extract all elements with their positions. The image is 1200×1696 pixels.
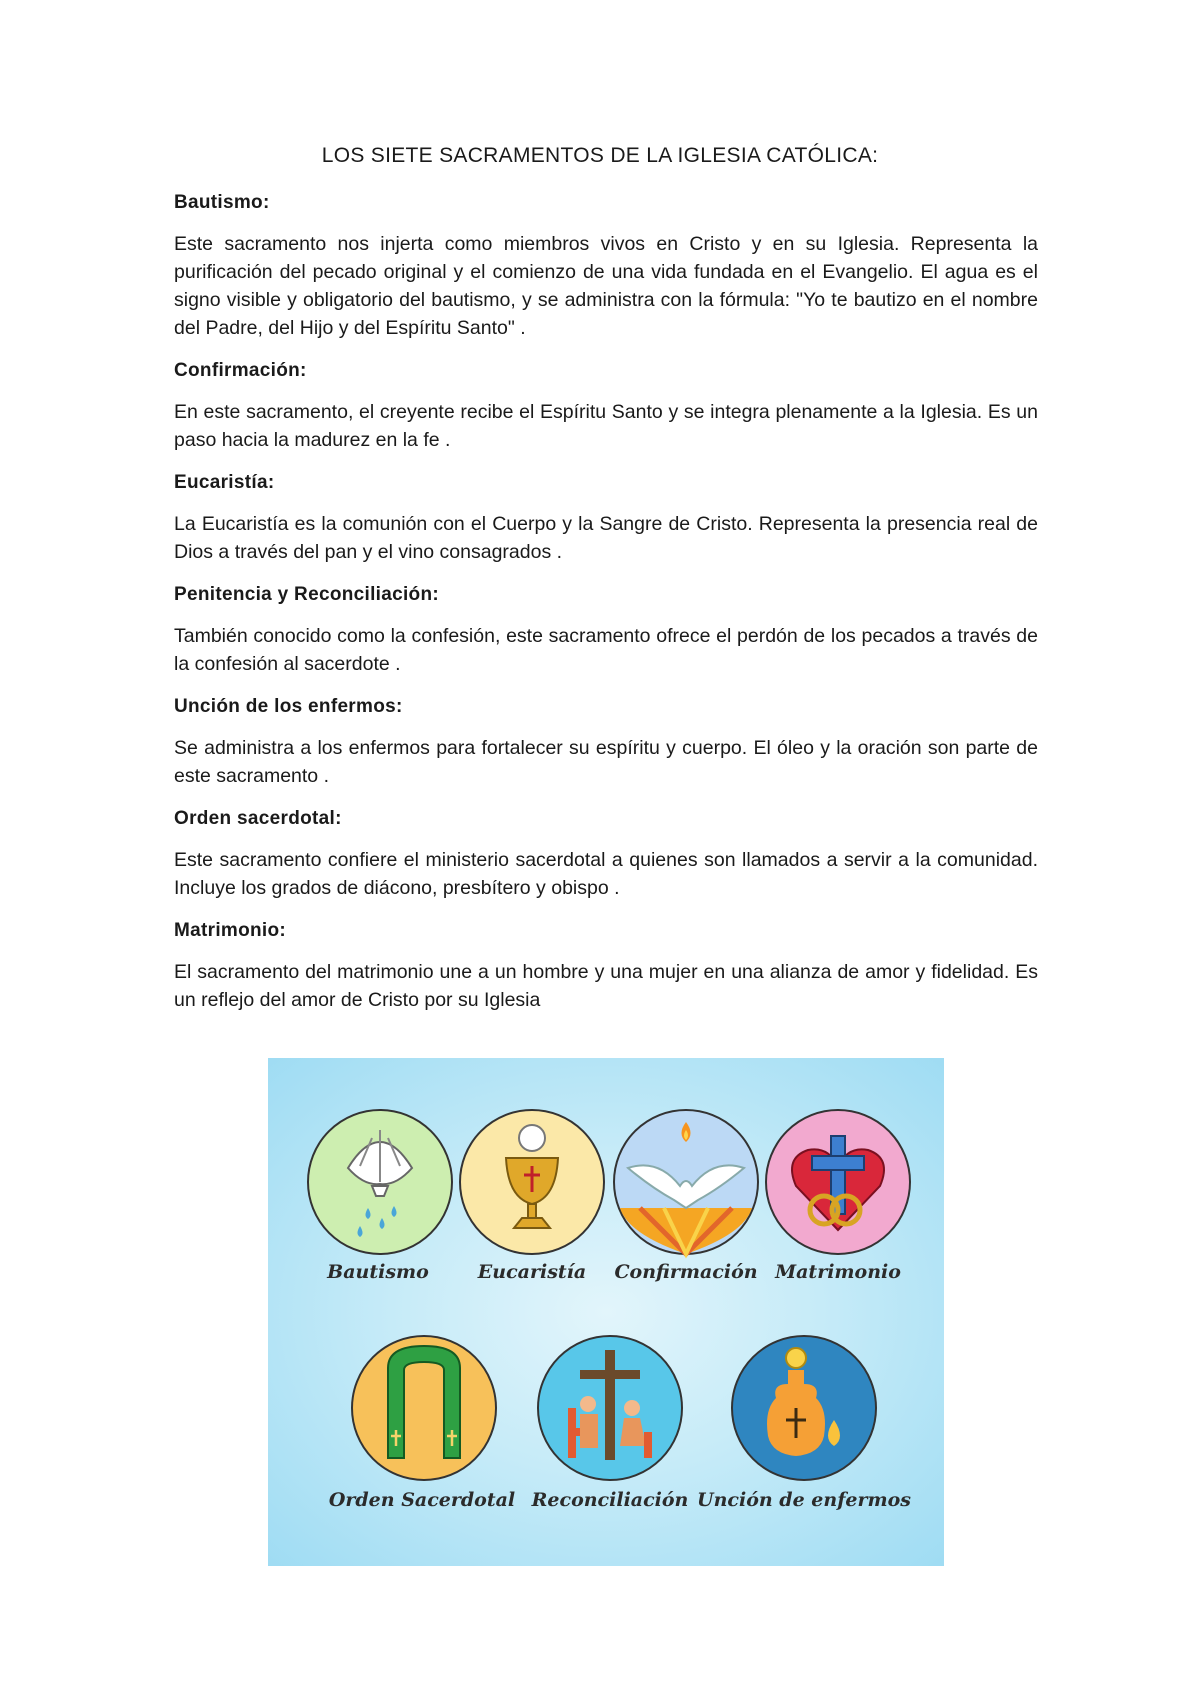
section-text: También conocido como la confesión, este sacramento ofrece el perdón de los pecados a través de la confesión al sacerdote . bbox=[174, 625, 1038, 675]
section-heading: Orden sacerdotal: bbox=[174, 808, 342, 829]
confirmacion-badge bbox=[614, 1110, 758, 1283]
reconciliacion-label: Reconciliación bbox=[531, 1489, 689, 1511]
orden-label: Orden Sacerdotal bbox=[328, 1489, 516, 1511]
section-text: En este sacramento, el creyente recibe el Espíritu Santo y se integra plenamente a la Iglesia. Es un paso hacia la madurez en la fe . bbox=[174, 401, 1038, 451]
section-heading: Matrimonio: bbox=[174, 920, 287, 941]
matrimonio-badge bbox=[766, 1110, 910, 1283]
section-eucaristia bbox=[174, 472, 1038, 566]
section-orden bbox=[174, 808, 1038, 902]
document-title: LOS SIETE SACRAMENTOS DE LA IGLESIA CATÓLICA: bbox=[321, 144, 879, 167]
section-heading: Eucaristía: bbox=[174, 472, 275, 493]
uncion-badge bbox=[697, 1336, 911, 1511]
section-heading: Unción de los enfermos: bbox=[174, 696, 403, 717]
sacraments-svg bbox=[268, 1058, 944, 1566]
section-heading: Confirmación: bbox=[174, 360, 307, 381]
uncion-label: Unción de enfermos bbox=[697, 1489, 911, 1511]
section-matrimonio bbox=[174, 920, 1038, 1014]
matrimonio-label: Matrimonio bbox=[775, 1261, 901, 1283]
section-penitencia bbox=[174, 584, 1038, 678]
section-text: La Eucaristía es la comunión con el Cuerpo y la Sangre de Cristo. Representa la presencia real de Dios a través del pan y el vino consagrados . bbox=[174, 513, 1038, 563]
eucaristia-label: Eucaristía bbox=[477, 1261, 587, 1283]
reconciliacion-badge bbox=[531, 1336, 689, 1511]
section-text: Se administra a los enfermos para fortalecer su espíritu y cuerpo. El óleo y la oración son parte de este sacramento . bbox=[174, 737, 1038, 787]
section-text: Este sacramento confiere el ministerio sacerdotal a quienes son llamados a servir a la comunidad. Incluye los grados de diácono, presbítero y obispo . bbox=[174, 849, 1038, 899]
bautismo-label: Bautismo bbox=[327, 1261, 429, 1283]
section-heading: Bautismo: bbox=[174, 192, 270, 213]
bautismo-badge bbox=[308, 1110, 452, 1283]
section-heading: Penitencia y Reconciliación: bbox=[174, 584, 439, 605]
section-bautismo bbox=[174, 192, 1038, 342]
sacraments-illustration bbox=[268, 1058, 944, 1566]
section-text: El sacramento del matrimonio une a un hombre y una mujer en una alianza de amor y fidelidad. Es un reflejo del amor de Cristo por su Iglesia bbox=[174, 961, 1038, 1011]
section-uncion bbox=[174, 696, 1038, 790]
document-body bbox=[174, 192, 1038, 1032]
section-text: Este sacramento nos injerta como miembros vivos en Cristo y en su Iglesia. Representa la purificación del pecado original y el comienzo de una vida fundada en el Evangelio. El agua es el signo visible y obligatorio del bautismo, y se administra con la fórmula: "Yo te bautizo en el nombre del Padre, del Hijo y del Espíritu Santo" . bbox=[174, 233, 1038, 339]
orden-badge bbox=[329, 1336, 515, 1511]
eucaristia-badge bbox=[460, 1110, 604, 1283]
confirmacion-label: Confirmación bbox=[614, 1261, 758, 1283]
section-confirmacion bbox=[174, 360, 1038, 454]
